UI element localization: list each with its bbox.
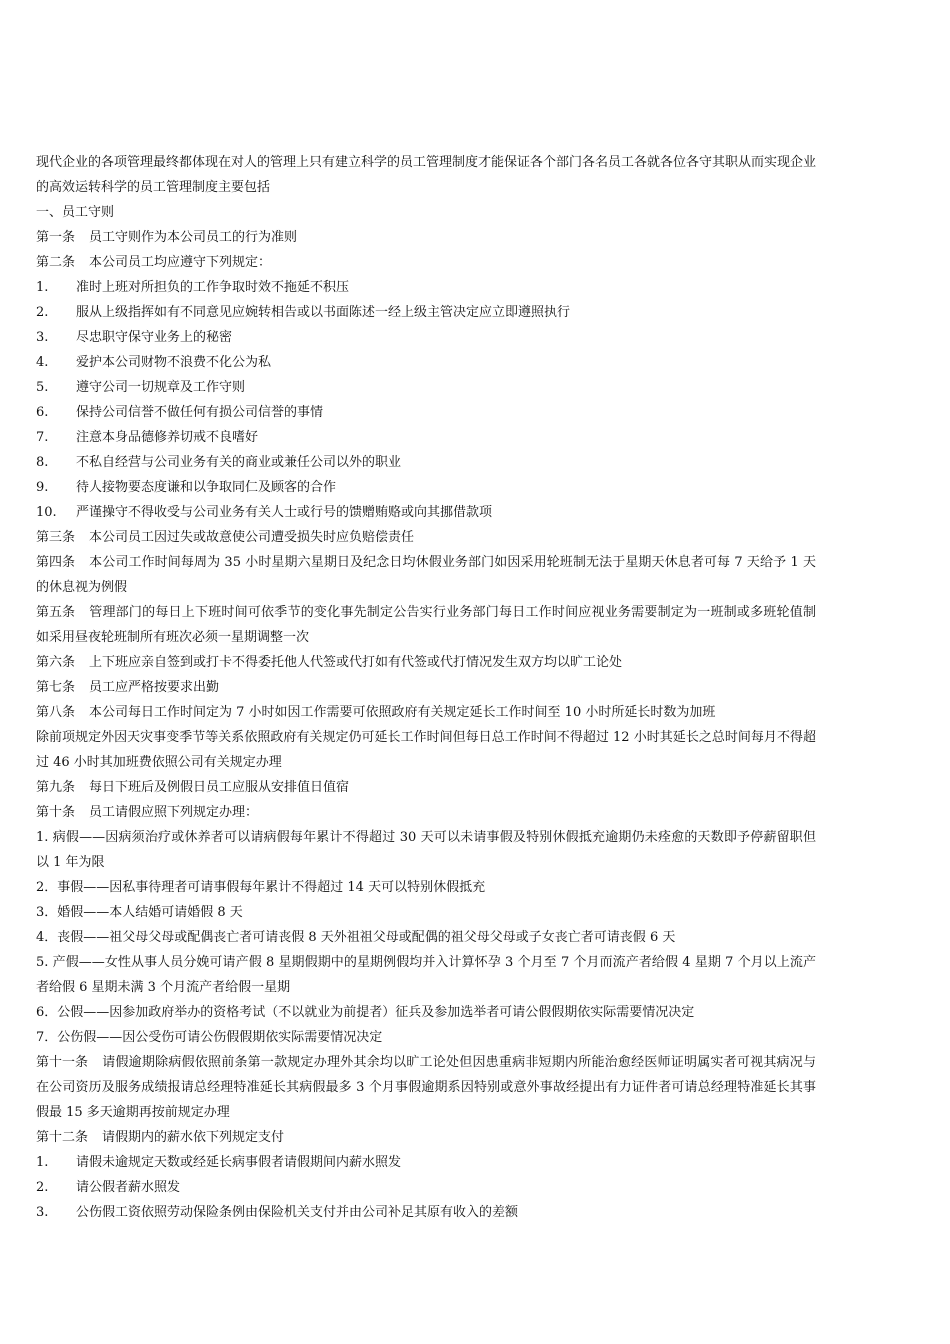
rule-item bbox=[36, 500, 816, 525]
rule-item bbox=[36, 400, 816, 425]
article-2 bbox=[36, 250, 816, 275]
pay-text: 请假未逾规定天数或经延长病事假者请假期间内薪水照发 bbox=[76, 1155, 402, 1170]
rule-number: 2. bbox=[36, 305, 49, 320]
section-heading: 一、员工守则 bbox=[36, 205, 115, 220]
article-9 bbox=[36, 775, 816, 800]
rule-number: 10. bbox=[36, 505, 57, 520]
document-body bbox=[36, 150, 816, 1225]
article-label: 第十条 bbox=[36, 805, 76, 820]
rule-item bbox=[36, 350, 816, 375]
leave-item: 5. 产假——女性从事人员分娩可请产假 8 星期假期中的星期例假均并入计算怀孕 3 个月至 7 个月而流产者给假 4 星期 7 个月以上流产者给假 6 星期未满 3 个月流产者给假一星期 bbox=[36, 955, 816, 995]
rule-number: 7. bbox=[36, 430, 49, 445]
article-label: 第十一条 bbox=[36, 1055, 89, 1070]
pay-number: 1. bbox=[36, 1155, 49, 1170]
rule-text: 服从上级指挥如有不同意见应婉转相告或以书面陈述一经上级主管决定应立即遵照执行 bbox=[76, 305, 571, 320]
leave-item: 4．丧假——祖父母父母或配偶丧亡者可请丧假 8 天外祖祖父母或配偶的祖父母父母或子女丧亡者可请丧假 6 天 bbox=[36, 930, 676, 945]
leave-item: 3．婚假——本人结婚可请婚假 8 天 bbox=[36, 905, 243, 920]
leave-item: 2．事假——因私事待理者可请事假每年累计不得超过 14 天可以特别休假抵充 bbox=[36, 880, 486, 895]
rule-number: 9. bbox=[36, 480, 49, 495]
article-text: 上下班应亲自签到或打卡不得委托他人代签或代打如有代签或代打情况发生双方均以旷工论处 bbox=[89, 655, 623, 670]
rule-item bbox=[36, 450, 816, 475]
pay-text: 请公假者薪水照发 bbox=[76, 1180, 181, 1195]
rule-item bbox=[36, 325, 816, 350]
article-12 bbox=[36, 1125, 816, 1150]
rule-text: 爱护本公司财物不浪费不化公为私 bbox=[76, 355, 272, 370]
rule-text: 遵守公司一切规章及工作守则 bbox=[76, 380, 246, 395]
leave-item: 6．公假——因参加政府举办的资格考试（不以就业为前提者）征兵及参加选举者可请公假假期依实际需要情况决定 bbox=[36, 1005, 695, 1020]
article-text: 本公司每日工作时间定为 7 小时如因工作需要可依照政府有关规定延长工作时间至 10 小时所延长时数为加班 bbox=[89, 705, 716, 720]
leave-item: 1. 病假——因病须治疗或休养者可以请病假每年累计不得超过 30 天可以未请事假及特别休假抵充逾期仍未痊愈的天数即予停薪留职但以 1 年为限 bbox=[36, 830, 816, 870]
rule-text: 注意本身品德修养切戒不良嗜好 bbox=[76, 430, 259, 445]
article-5 bbox=[36, 600, 816, 650]
article-label: 第六条 bbox=[36, 655, 76, 670]
article-text: 员工请假应照下列规定办理： bbox=[89, 805, 259, 820]
pay-item bbox=[36, 1175, 816, 1200]
rule-number: 6. bbox=[36, 405, 49, 420]
rule-item bbox=[36, 300, 816, 325]
article-text: 请假期内的薪水依下列规定支付 bbox=[102, 1130, 285, 1145]
rule-item bbox=[36, 475, 816, 500]
pay-number: 3. bbox=[36, 1205, 49, 1220]
article-3 bbox=[36, 525, 816, 550]
intro-paragraph: 现代企业的各项管理最终都体现在对人的管理上只有建立科学的员工管理制度才能保证各个部门各名员工各就各位各守其职从而实现企业的高效运转科学的员工管理制度主要包括 bbox=[36, 155, 817, 195]
rule-item bbox=[36, 375, 816, 400]
article-text: 本公司工作时间每周为 35 小时星期六星期日及纪念日均休假业务部门如因采用轮班制无法于星期天休息者可每 7 天给予 1 天的休息视为例假 bbox=[36, 555, 816, 595]
article-1 bbox=[36, 225, 816, 250]
rule-number: 4. bbox=[36, 355, 49, 370]
article-text: 请假逾期除病假依照前条第一款规定办理外其余均以旷工论处但因患重病非短期内所能治愈经医师证明属实者可视其病况与在公司资历及服务成绩报请总经理特准延长其病假最多 3 个月事假逾期系因特别或意外事故经提出有力证件者可请总经理特准延长其事假最 15 多天逾期再按前规定办理 bbox=[36, 1055, 816, 1120]
rule-text: 准时上班对所担负的工作争取时效不拖延不积压 bbox=[76, 280, 350, 295]
article-10 bbox=[36, 800, 816, 825]
pay-item bbox=[36, 1150, 816, 1175]
pay-item bbox=[36, 1200, 816, 1225]
article-6 bbox=[36, 650, 816, 675]
rule-number: 1. bbox=[36, 280, 49, 295]
article-8-continuation: 除前项规定外因天灾事变季节等关系依照政府有关规定仍可延长工作时间但每日总工作时间不得超过 12 小时其延长之总时间每月不得超过 46 小时其加班费依照公司有关规定办理 bbox=[36, 730, 816, 770]
article-text: 员工守则作为本公司员工的行为准则 bbox=[89, 230, 298, 245]
article-11 bbox=[36, 1050, 816, 1125]
rule-text: 待人接物要态度谦和以争取同仁及顾客的合作 bbox=[76, 480, 337, 495]
rule-number: 5. bbox=[36, 380, 49, 395]
article-label: 第九条 bbox=[36, 780, 76, 795]
article-text: 员工应严格按要求出勤 bbox=[89, 680, 220, 695]
article-label: 第二条 bbox=[36, 255, 76, 270]
article-label: 第五条 bbox=[36, 605, 76, 620]
article-label: 第十二条 bbox=[36, 1130, 89, 1145]
rule-number: 8. bbox=[36, 455, 49, 470]
article-label: 第七条 bbox=[36, 680, 76, 695]
article-text: 本公司员工因过失或故意使公司遭受损失时应负赔偿责任 bbox=[89, 530, 415, 545]
article-text: 管理部门的每日上下班时间可依季节的变化事先制定公告实行业务部门每日工作时间应视业务需要制定为一班制或多班轮值制如采用昼夜轮班制所有班次必须一星期调整一次 bbox=[36, 605, 816, 645]
article-label: 第一条 bbox=[36, 230, 76, 245]
rule-number: 3. bbox=[36, 330, 49, 345]
article-label: 第三条 bbox=[36, 530, 76, 545]
article-text: 本公司员工均应遵守下列规定： bbox=[89, 255, 272, 270]
article-label: 第八条 bbox=[36, 705, 76, 720]
leave-item: 7．公伤假——因公受伤可请公伤假假期依实际需要情况决定 bbox=[36, 1030, 383, 1045]
pay-number: 2. bbox=[36, 1180, 49, 1195]
article-8 bbox=[36, 700, 816, 725]
article-7 bbox=[36, 675, 816, 700]
pay-text: 公伤假工资依照劳动保险条例由保险机关支付并由公司补足其原有收入的差额 bbox=[76, 1205, 519, 1220]
rule-text: 尽忠职守保守业务上的秘密 bbox=[76, 330, 233, 345]
rule-item bbox=[36, 275, 816, 300]
rule-text: 严谨操守不得收受与公司业务有关人士或行号的馈赠贿赂或向其挪借款项 bbox=[76, 505, 493, 520]
rule-text: 保持公司信誉不做任何有损公司信誉的事情 bbox=[76, 405, 324, 420]
rule-item bbox=[36, 425, 816, 450]
article-text: 每日下班后及例假日员工应服从安排值日值宿 bbox=[89, 780, 350, 795]
rule-text: 不私自经营与公司业务有关的商业或兼任公司以外的职业 bbox=[76, 455, 402, 470]
article-4 bbox=[36, 550, 816, 600]
article-label: 第四条 bbox=[36, 555, 76, 570]
